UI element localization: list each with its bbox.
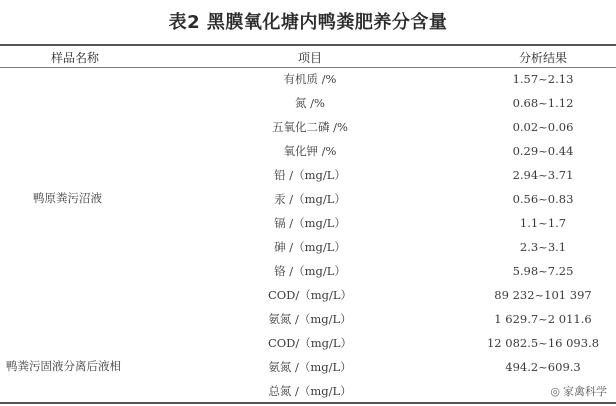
table-cell-result: 12 082.5~16 093.8 [486,336,600,350]
header-item: 项目 [297,51,322,65]
group-label-liquid-phase: 鸭粪污固液分离后液相 [6,359,121,373]
table-cell-result: 1.57~2.13 [512,72,574,86]
table-cell-result: 2.94~3.71 [512,168,574,182]
watermark [547,382,610,400]
table-cell-result: 0.56~0.83 [512,192,574,206]
table-cell-item: 有机质 /% [283,72,337,86]
table-cell-result: 1.1~1.7 [519,216,567,230]
table-cell-item: 氧化钾 /% [283,144,337,158]
table-cell-item: COD/（mg/L） [267,336,353,350]
table-cell-result: 2.3~3.1 [519,240,567,254]
table-top-rule [0,44,616,46]
table-cell-item: 氮 /% [295,96,325,110]
group-label-raw-slurry: 鸭原粪污沼液 [33,191,102,205]
table-cell-item: 五氧化二磷 /% [272,120,348,134]
table-cell-item: 氨氮 /（mg/L） [268,312,352,326]
header-sample-name: 样品名称 [50,51,99,65]
table-cell-item: 汞 /（mg/L） [274,192,346,206]
table-cell-item: 砷 /（mg/L） [274,240,346,254]
watermark-text: 家禽科学 [563,385,607,398]
table-cell-item: 铅 /（mg/L） [274,168,346,182]
table-cell-item: COD/（mg/L） [267,288,353,302]
table-bottom-rule [0,402,616,404]
table-header-rule [0,67,616,68]
table-cell-result: 0.02~0.06 [512,120,574,134]
table-cell-result: 494.2~609.3 [505,360,581,374]
header-result: 分析结果 [518,51,567,65]
table-cell-result: 0.29~0.44 [512,144,574,158]
table-cell-item: 总氮 /（mg/L） [268,384,352,398]
table-cell-item: 氨氮 /（mg/L） [268,360,352,374]
table-cell-result: 0.68~1.12 [512,96,574,110]
table-cell-result: 1 629.7~2 011.6 [494,312,592,326]
table-cell-item: 镉 /（mg/L） [274,216,346,230]
table-cell-result: 5.98~7.25 [512,264,574,278]
table-cell-item: 铬 /（mg/L） [274,264,346,278]
wechat-icon: ◎ [550,384,560,398]
table-title: 表2 黑膜氧化塘内鸭粪肥养分含量 [168,12,448,33]
table-cell-result: 89 232~101 397 [494,288,592,302]
